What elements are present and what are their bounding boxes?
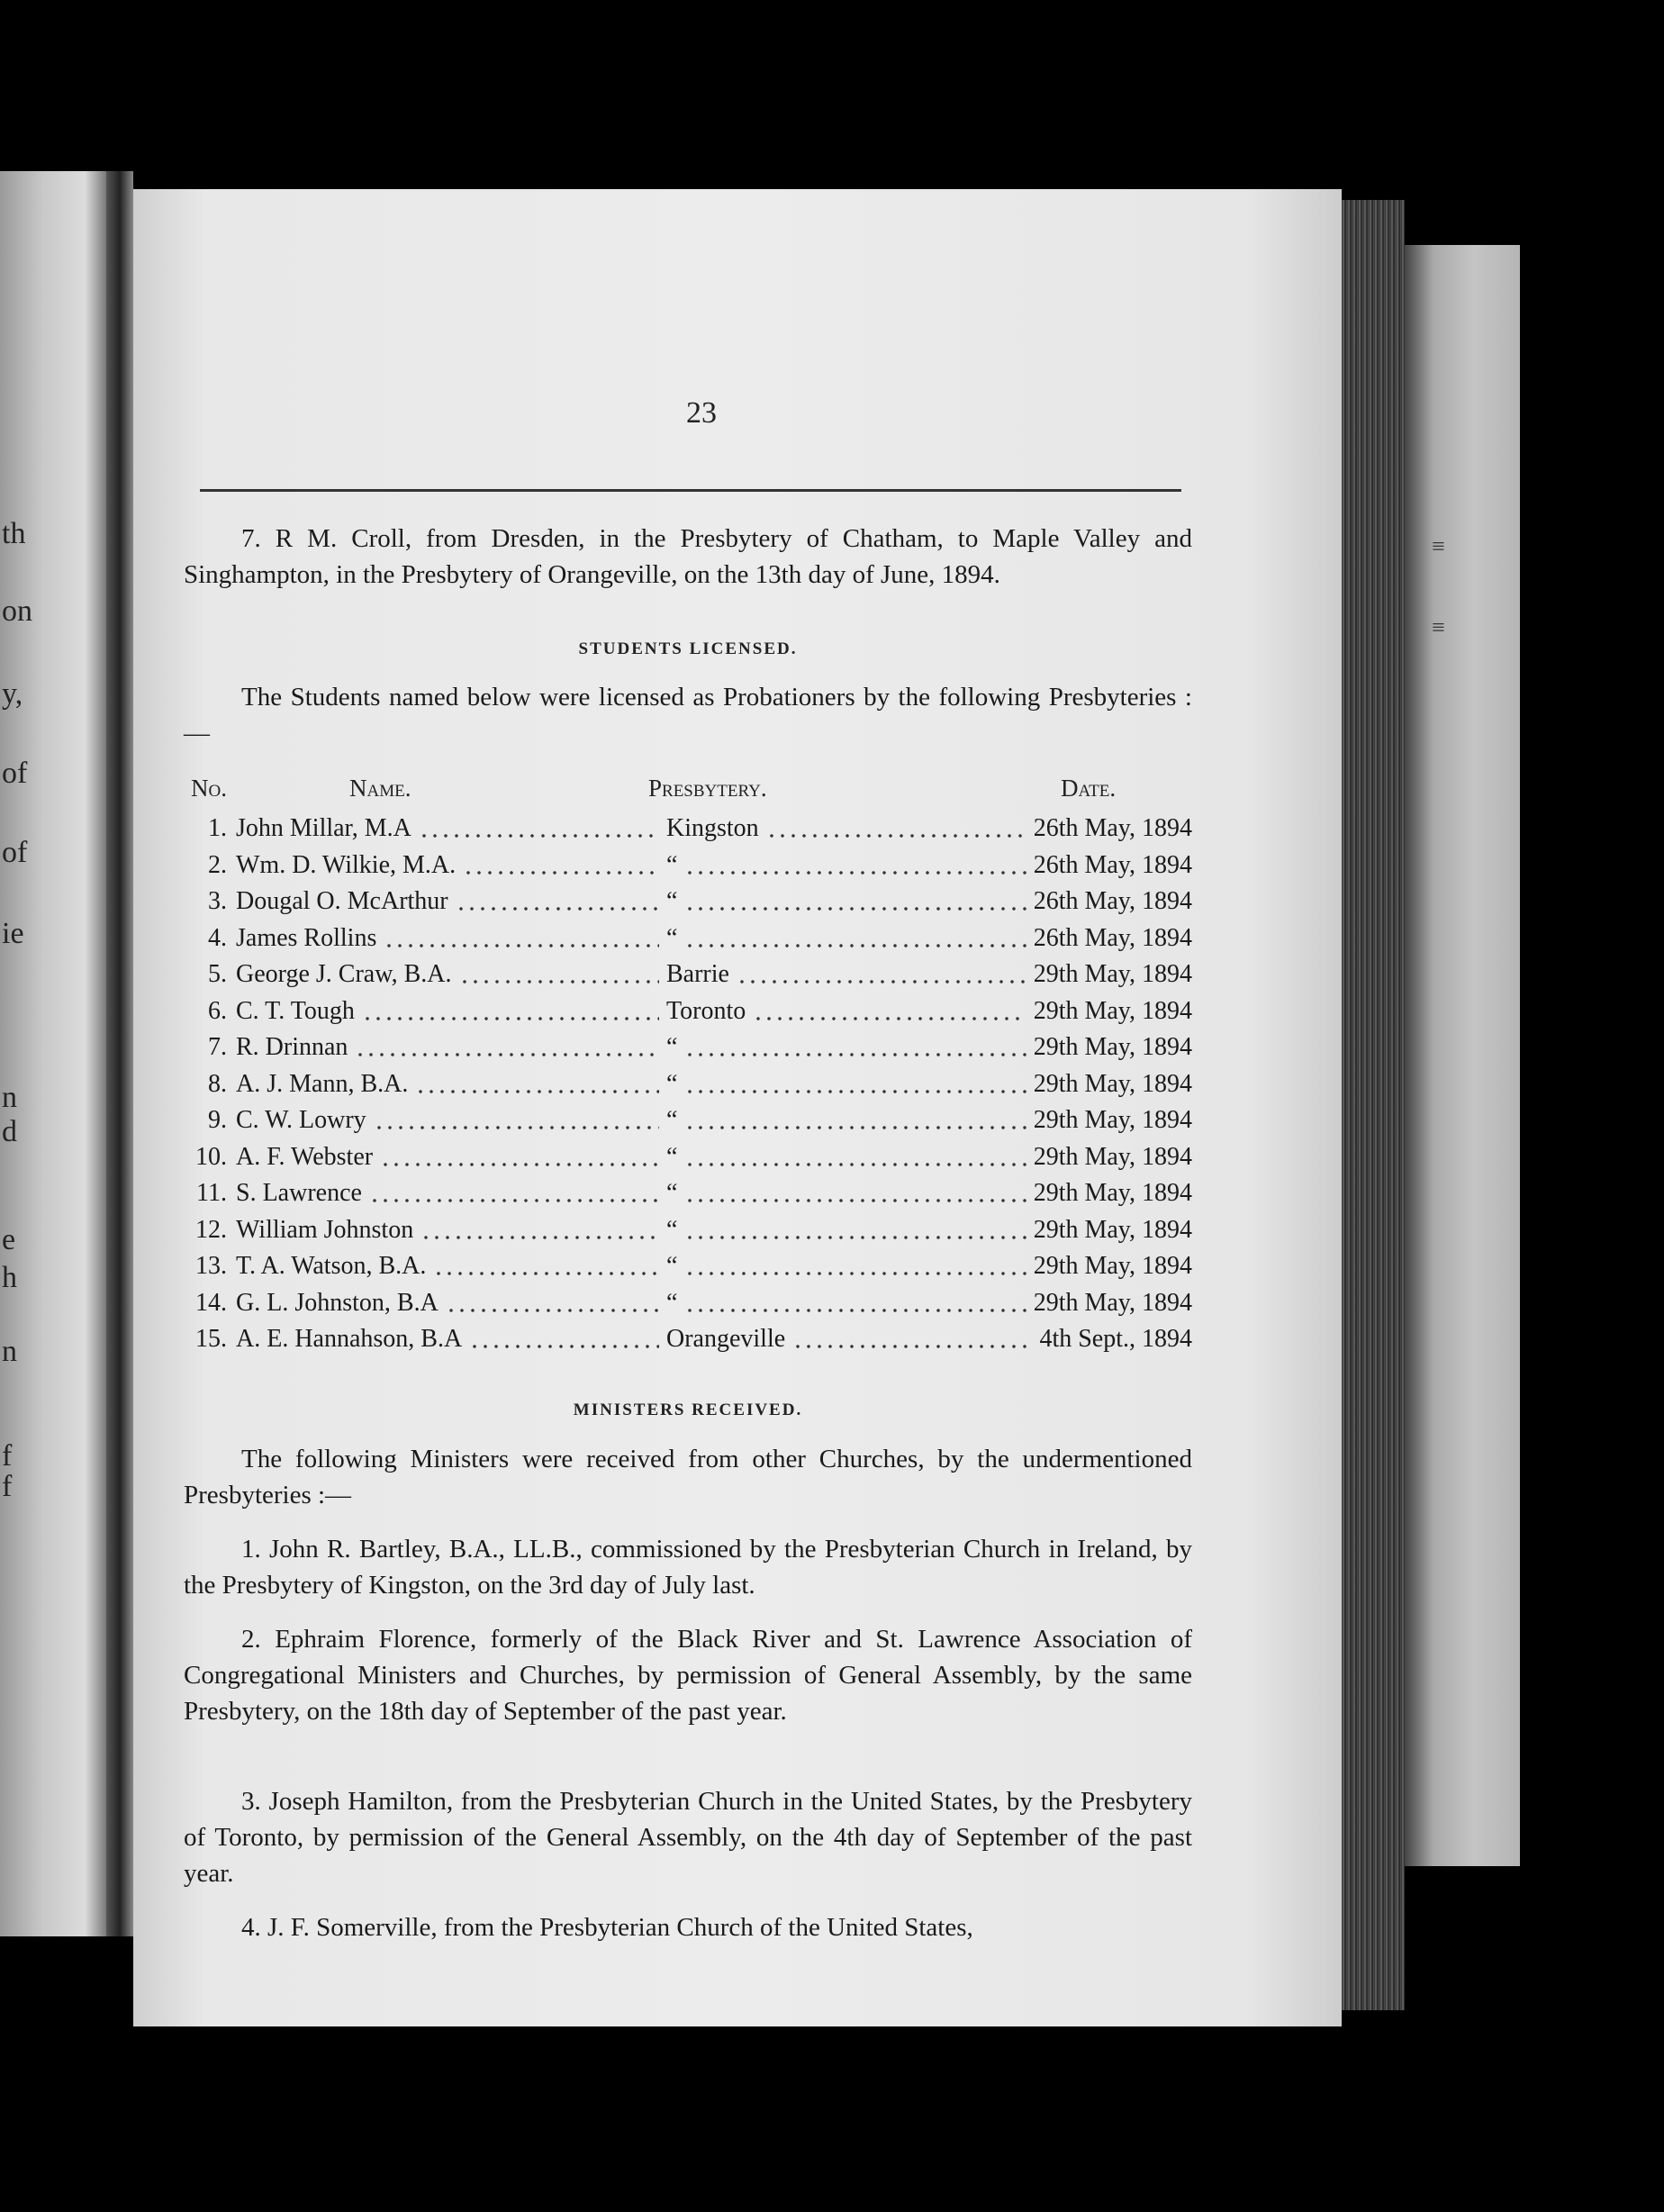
previous-page-edge — [0, 171, 106, 1936]
license-date: 26th May, 1894 — [1033, 923, 1192, 952]
table-row — [184, 1175, 1192, 1211]
presbytery: “ — [666, 887, 678, 915]
presbytery: Kingston — [666, 814, 759, 842]
table-row — [184, 1102, 1192, 1138]
student-name: C. W. Lowry — [236, 1106, 366, 1134]
row-number: 11. — [196, 1179, 227, 1207]
table-row — [184, 1066, 1192, 1102]
row-number: 7. — [208, 1033, 227, 1061]
dot-leader — [456, 907, 659, 911]
presbytery: “ — [666, 1179, 678, 1207]
dot-leader — [459, 980, 659, 984]
dot-leader — [419, 834, 659, 838]
student-name: A. F. Webster — [236, 1142, 374, 1171]
license-date: 29th May, 1894 — [1033, 960, 1192, 988]
margin-fragment: f — [2, 1439, 13, 1473]
license-date: 4th Sept., 1894 — [1039, 1325, 1192, 1353]
license-date: 26th May, 1894 — [1033, 850, 1192, 879]
table-row — [184, 993, 1192, 1029]
presbytery: Toronto — [666, 996, 746, 1025]
license-date: 29th May, 1894 — [1033, 1215, 1192, 1244]
dot-leader — [737, 980, 1026, 984]
row-number: 15. — [195, 1325, 227, 1353]
table-row — [184, 1321, 1192, 1357]
dot-leader — [463, 871, 659, 875]
student-name: S. Lawrence — [236, 1179, 362, 1207]
margin-fragment: e — [2, 1223, 16, 1256]
dot-leader — [684, 1272, 1026, 1275]
minister-entry: 4. J. F. Somerville, from the Presbyterian Church of the United States, — [241, 1913, 973, 1942]
dot-leader — [792, 1345, 1032, 1348]
dot-leader — [355, 1053, 659, 1056]
student-name: George J. Craw, B.A. — [236, 960, 452, 988]
student-name: R. Drinnan — [236, 1033, 348, 1061]
row-number: 13. — [195, 1252, 227, 1280]
student-name: G. L. Johnston, B.A — [236, 1288, 439, 1317]
row-number: 4. — [208, 923, 227, 952]
license-date: 29th May, 1894 — [1033, 1252, 1192, 1280]
row-number: 8. — [208, 1069, 227, 1098]
column-header-date: Date. — [1061, 775, 1117, 802]
next-page-edge — [1405, 245, 1520, 1866]
dot-leader — [469, 1345, 659, 1348]
scratch-mark: ≡ — [1432, 614, 1445, 640]
row-number: 12. — [195, 1215, 227, 1244]
students-intro: The Students named below were licensed as Probationers by the following Presbyteries :— — [184, 683, 1192, 748]
margin-fragment: on — [2, 594, 32, 628]
presbytery: “ — [666, 1069, 678, 1098]
table-row — [184, 956, 1192, 993]
table-row — [184, 884, 1192, 920]
margin-fragment: y, — [2, 677, 23, 711]
student-name: A. E. Hannahson, B.A — [236, 1325, 463, 1353]
presbytery: “ — [666, 850, 678, 879]
presbytery: “ — [666, 1288, 678, 1317]
dot-leader — [684, 944, 1026, 947]
scratch-mark: ≡ — [1432, 533, 1445, 559]
presbytery: “ — [666, 1215, 678, 1244]
row-number: 1. — [208, 814, 227, 842]
dot-leader — [684, 1236, 1026, 1239]
column-header-no: No. — [191, 775, 227, 802]
dot-leader — [684, 1126, 1026, 1129]
row-number: 14. — [195, 1288, 227, 1317]
margin-fragment: ie — [2, 917, 24, 950]
dot-leader — [684, 1090, 1026, 1093]
dot-leader — [753, 1017, 1026, 1020]
license-date: 29th May, 1894 — [1033, 996, 1192, 1025]
license-date: 26th May, 1894 — [1033, 887, 1192, 915]
table-row — [184, 1248, 1192, 1284]
student-name: John Millar, M.A — [236, 814, 411, 842]
minister-entry: 3. Joseph Hamilton, from the Presbyterian Church in the United States, by the Presbytery of Toronto, by permission of the General Assembly, on the 4th day of September of the past year. — [184, 1787, 1192, 1888]
margin-fragment: of — [2, 757, 28, 790]
row-number: 5. — [208, 960, 227, 988]
row-number: 6. — [208, 996, 227, 1025]
students-heading: STUDENTS LICENSED. — [578, 639, 798, 658]
dot-leader — [384, 944, 659, 947]
license-date: 29th May, 1894 — [1033, 1106, 1192, 1134]
dot-leader — [415, 1090, 659, 1093]
margin-fragment: f — [2, 1470, 13, 1503]
margin-fragment: d — [2, 1115, 17, 1148]
presbytery: “ — [666, 1142, 678, 1171]
row-number: 9. — [208, 1106, 227, 1134]
student-name: C. T. Tough — [236, 996, 355, 1025]
margin-fragment: h — [2, 1261, 17, 1294]
student-name: T. A. Watson, B.A. — [236, 1252, 427, 1280]
stacked-page-edges — [1342, 200, 1405, 2010]
dot-leader — [421, 1236, 659, 1239]
student-name: James Rollins — [236, 923, 377, 952]
table-row — [184, 848, 1192, 884]
student-name: A. J. Mann, B.A. — [236, 1069, 409, 1098]
minister-entry: 2. Ephraim Florence, formerly of the Black River and St. Lawrence Association of Congregational Ministers and Churches, by permission of General Assembly, by the same Presbytery, on the 18th day of September of the past year. — [184, 1625, 1192, 1726]
dot-leader — [766, 834, 1026, 838]
margin-fragment: n — [2, 1335, 17, 1368]
table-row — [184, 1285, 1192, 1321]
margin-fragment: n — [2, 1081, 17, 1114]
row-number: 2. — [208, 850, 227, 879]
table-row — [184, 811, 1192, 847]
dot-leader — [684, 907, 1026, 911]
margin-fragment: of — [2, 836, 28, 869]
license-date: 29th May, 1894 — [1033, 1179, 1192, 1207]
table-row — [184, 1139, 1192, 1175]
row-number: 10. — [195, 1142, 227, 1171]
row-number: 3. — [208, 887, 227, 915]
margin-fragment: th — [2, 517, 26, 550]
presbytery: Barrie — [666, 960, 729, 988]
license-date: 29th May, 1894 — [1033, 1069, 1192, 1098]
dot-leader — [684, 1199, 1026, 1202]
dot-leader — [374, 1126, 659, 1129]
presbytery: “ — [666, 1033, 678, 1061]
page-number: 23 — [686, 396, 717, 430]
dot-leader — [433, 1272, 659, 1275]
ministers-intro: The following Ministers were received from other Churches, by the undermentioned Presbyteries :— — [184, 1445, 1192, 1509]
table-row — [184, 1212, 1192, 1248]
dot-leader — [369, 1199, 659, 1202]
minister-entry: 1. John R. Bartley, B.A., LL.B., commissioned by the Presbyterian Church in Ireland, by the Presbytery of Kingston, on the 3rd day of July last. — [184, 1535, 1192, 1600]
column-header-name: Name. — [349, 775, 411, 802]
presbytery: “ — [666, 1252, 678, 1280]
dot-leader — [684, 1163, 1026, 1166]
student-name: Wm. D. Wilkie, M.A. — [236, 850, 457, 879]
presbytery: “ — [666, 1106, 678, 1134]
header-rule — [200, 489, 1181, 492]
intro-paragraph: 7. R M. Croll, from Dresden, in the Presbytery of Chatham, to Maple Valley and Singhampton, in the Presbytery of Orangeville, on the 13th day of June, 1894. — [184, 524, 1192, 589]
dot-leader — [684, 1309, 1026, 1312]
column-header-presbytery: Presbytery. — [648, 775, 767, 802]
dot-leader — [446, 1309, 659, 1312]
book-gutter — [106, 171, 133, 1936]
student-name: William Johnston — [236, 1215, 414, 1244]
license-date: 29th May, 1894 — [1033, 1142, 1192, 1171]
dot-leader — [362, 1017, 659, 1020]
license-date: 26th May, 1894 — [1033, 814, 1192, 842]
license-date: 29th May, 1894 — [1033, 1033, 1192, 1061]
presbytery: “ — [666, 923, 678, 952]
dot-leader — [684, 1053, 1026, 1056]
license-date: 29th May, 1894 — [1033, 1288, 1192, 1317]
table-row — [184, 1029, 1192, 1065]
dot-leader — [684, 871, 1026, 875]
dot-leader — [380, 1163, 659, 1166]
presbytery: Orangeville — [666, 1325, 786, 1353]
student-name: Dougal O. McArthur — [236, 887, 448, 915]
ministers-heading: MINISTERS RECEIVED. — [573, 1401, 803, 1419]
table-row — [184, 920, 1192, 956]
